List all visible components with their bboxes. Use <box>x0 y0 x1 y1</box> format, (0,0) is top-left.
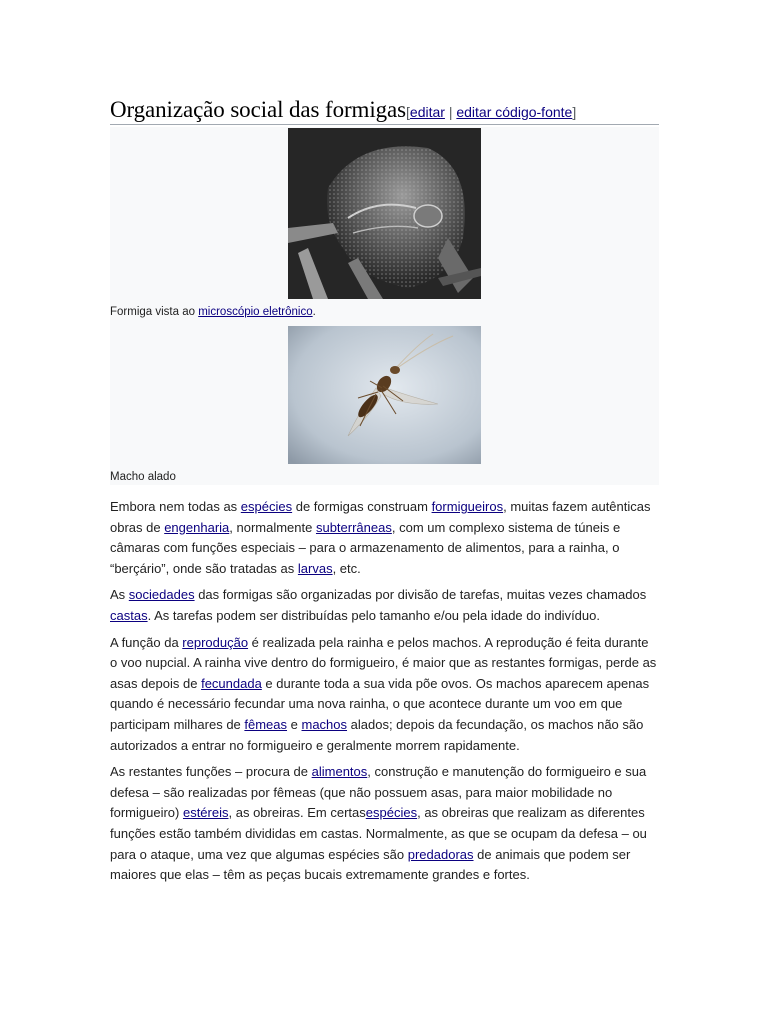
section-heading <box>110 97 659 125</box>
paragraph-1 <box>110 497 659 579</box>
wiki-link[interactable]: espécies <box>240 499 293 514</box>
paragraph-text: , com um complexo sistema de túneis e câmaras com funções especiais – para o armazenamento de alimentos, para a rainha, o “berçário”, onde são tratadas as <box>110 519 621 576</box>
section-title: Organização social das formigas <box>110 97 407 122</box>
paragraph-text: As <box>110 587 129 603</box>
wiki-link[interactable]: estéreis <box>182 805 229 821</box>
image-caption-2: Macho alado <box>110 471 176 483</box>
caption-1-link[interactable]: microscópio eletrônico <box>198 306 313 318</box>
paragraph-4 <box>110 762 659 886</box>
paragraph-text: , construção e manutenção do formigueiro e sua defesa – são realizadas por fêmeas (que não possuem asas, para maior mobilidade no formigueiro) <box>110 764 647 821</box>
wiki-link[interactable]: subterrâneas <box>315 519 392 535</box>
paragraph-2 <box>110 585 659 626</box>
wiki-link[interactable]: espécies <box>365 805 418 821</box>
caption-1-suffix: . <box>312 306 316 318</box>
wiki-link[interactable]: castas <box>110 607 148 623</box>
paragraph-text: , as obreiras que realizam as diferentes funções estão também divididas em castas. Normalmente, as que se ocupam da defesa – ou para o ataque, uma vez que algumas espécies são <box>110 805 647 862</box>
paragraph-text: , as obreiras. Em certas <box>228 805 366 821</box>
wiki-link[interactable]: fecundada <box>201 675 262 691</box>
image-caption-1 <box>110 299 659 326</box>
paragraph-text: é realizada pela rainha e pelos machos. A reprodução é feita durante o voo nupcial. A rainha vive dentro do formigueiro, é maior que as restantes formigas, perde as asas depois de <box>110 634 657 691</box>
paragraph-text: . As tarefas podem ser distribuídas pelo tamanho e/ou pela idade do indivíduo. <box>147 607 600 623</box>
article-section <box>110 97 659 892</box>
paragraph-text: e <box>287 716 302 732</box>
caption-1-prefix: Formiga vista ao <box>110 306 199 318</box>
wiki-link[interactable]: engenharia <box>164 519 230 535</box>
wiki-link[interactable]: fêmeas <box>244 716 288 732</box>
edit-bracket-close: ] <box>572 104 577 120</box>
wiki-link[interactable]: larvas <box>297 560 333 576</box>
paragraph-text: A função da <box>110 634 183 650</box>
article-body <box>110 497 659 886</box>
paragraph-text: , muitas fazem autênticas obras de <box>110 499 651 535</box>
paragraph-text: , normalmente <box>229 519 316 535</box>
wiki-link[interactable]: formigueiros <box>431 499 504 514</box>
wiki-link[interactable]: alimentos <box>311 764 368 780</box>
paragraph-text: alados; depois da fecundação, os machos não são autorizados a entrar no formigueiro e geralmente morrem rapidamente. <box>110 716 644 753</box>
edit-separator: | <box>444 104 457 120</box>
image-gallery <box>110 127 659 485</box>
ant-head-sem-image[interactable] <box>288 128 481 299</box>
winged-male-ant-image[interactable] <box>288 326 481 464</box>
edit-source-link[interactable]: editar código-fonte <box>456 104 573 120</box>
edit-links <box>406 104 576 120</box>
paragraph-text: As restantes funções – procura de <box>110 764 312 780</box>
wiki-link[interactable]: sociedades <box>128 587 195 603</box>
paragraph-text: de animais que podem ser maiores que elas – têm as peças bucais extremamente grandes e fortes. <box>110 846 631 883</box>
wiki-link[interactable]: machos <box>301 716 348 732</box>
paragraph-3 <box>110 633 659 757</box>
paragraph-text: das formigas são organizadas por divisão de tarefas, muitas vezes chamados <box>194 587 647 603</box>
paragraph-text: e durante toda a sua vida põe ovos. Os machos aparecem apenas quando é necessário fecundar uma nova rainha, o que acontece durante um voo em que participam milhares de <box>110 675 650 732</box>
edit-link[interactable]: editar <box>409 104 445 120</box>
edit-bracket-open: [ <box>406 104 410 120</box>
paragraph-text: , etc. <box>332 560 361 576</box>
paragraph-text: Embora nem todas as <box>110 499 241 514</box>
wiki-link[interactable]: reprodução <box>182 634 249 650</box>
wiki-link[interactable]: predadoras <box>407 846 474 862</box>
paragraph-text: de formigas construam <box>292 499 432 514</box>
